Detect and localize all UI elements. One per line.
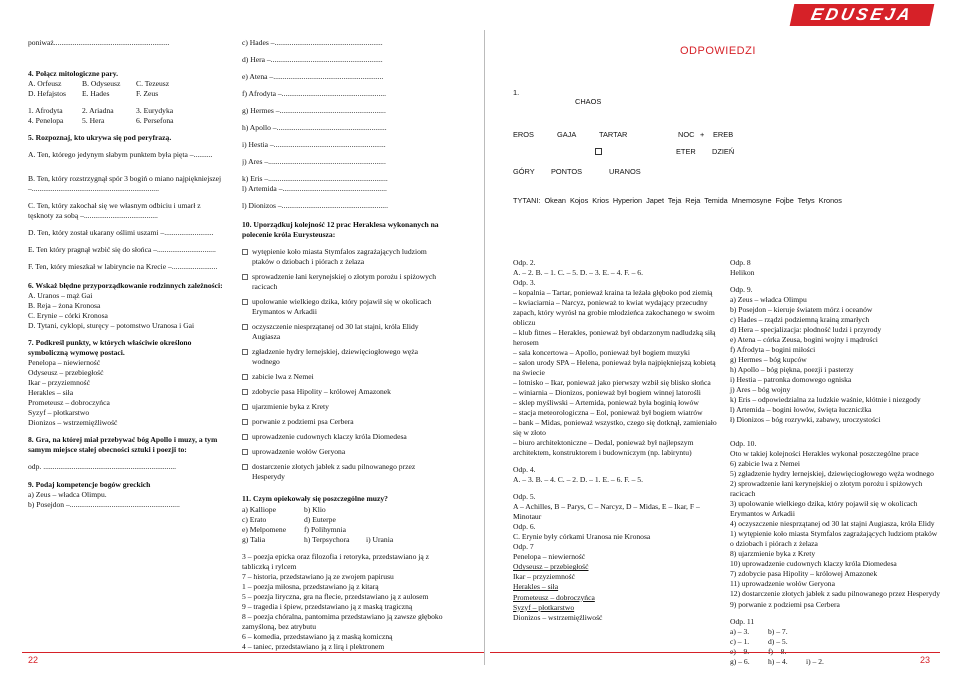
answer-9-item: d) Hera – specjalizacja: płodność ludzi i przyrody <box>730 325 882 335</box>
answer-5-head: Odp. 5. <box>513 492 536 502</box>
question-5-item-c: C. Ten, który zakochał się we własnym odbiciu i umarł z tęsknoty za sobą –....................................... <box>28 201 201 221</box>
partner-6: 6. Persefona <box>136 116 174 126</box>
tree-eros: EROS <box>513 130 534 139</box>
answers-title: ODPOWIEDZI <box>680 45 756 57</box>
question-7-item: Herakles – siła <box>28 388 74 398</box>
tree-gory: GÓRY <box>513 167 535 176</box>
muse-row: c) Erato d) Euterpe <box>242 514 336 524</box>
answer-3-item: – sala koncertowa – Apollo, ponieważ był bogiem muzyki <box>513 348 690 358</box>
tree-number: 1. <box>513 88 520 97</box>
answer-10-item: 8) ujarzmienie byka z Krety <box>730 549 816 559</box>
footer-rule-right <box>490 652 940 653</box>
top-bar <box>0 0 960 30</box>
answer-3-head: Odp. 3. <box>513 278 536 288</box>
answer-3-item: – stacja meteorologiczna – Eol, ponieważ był bogiem wiatrów <box>513 408 703 418</box>
god-line-hestia: i) Hestia –........................................................... <box>242 140 386 150</box>
labour-checkbox-item[interactable]: dostarczenie złotych jabłek z sadu pilnowanego przez Hesperydy <box>242 462 452 482</box>
answer-3-item: – biuro architektoniczne – Dedal, ponieważ był najlepszym architektem, konstruktorem i budowniczym (np. labiryntu) <box>513 438 694 458</box>
answer-3-item: – kwiaciarnia – Narcyz, ponieważ to kwiat wydający przecudny zapach, który wyrósł na grobie młodzieńca zakochanego w swoim obliczu <box>513 298 715 328</box>
god-b: B. Odyseusz <box>82 79 121 89</box>
checkbox-box[interactable] <box>242 464 248 470</box>
page-divider <box>484 30 485 665</box>
answer-8-head: Odp. 8 <box>730 258 751 267</box>
labour-checkbox-item[interactable]: oczyszczenie niesprzątanej od 30 lat stajni, króla Elidy Augiasza <box>242 322 452 342</box>
answer-3-item: – bank – Midas, ponieważ wszystko, czego się dotknął, zamieniało się w złoto <box>513 418 717 438</box>
answer-6-head: Odp. 6. <box>513 522 536 532</box>
answer-10-item: 12) dostarczenie złotych jabłek z sadu pilnowanego przez Hesperydy <box>730 589 941 599</box>
question-5-item-f: F. Ten, który mieszkał w labiryncie na Krecie –........................ <box>28 262 218 272</box>
muse-row: e) Melpomene f) Polihymnia <box>242 524 346 534</box>
partner-3: 3. Eurydyka <box>136 106 174 116</box>
muse-row: a) Kalliope b) Klio <box>242 504 326 514</box>
partner-4: 4. Penelopa <box>28 116 64 126</box>
god-line-afrodyta: f) Afrodyta –....................................................... <box>242 89 387 99</box>
question-6-title: 6. Wskaż błędne przyporządkowanie rodzinnych zależności: <box>28 281 223 291</box>
column-questions-1 <box>28 38 228 510</box>
partner-2: 2. Ariadna <box>82 106 114 116</box>
muse-domain-item: 9 – tragedia i śpiew, przedstawiano ją z maską tragiczną <box>242 601 413 611</box>
answer-6: C. Erynie były córkami Uranosa nie Kronosa <box>513 532 651 542</box>
answer-7-item-underlined: Herakles – siła <box>513 582 559 592</box>
answer-7-item-underlined: Syzyf – płotkarstwo <box>513 602 575 612</box>
answer-7-item: Ikar – przyziemność <box>513 572 575 582</box>
checkbox-box[interactable] <box>242 249 248 255</box>
answer-9-item: g) Hermes – bóg kupców <box>730 355 807 365</box>
question-7-item: Penelopa – niewierność <box>28 358 101 368</box>
question-4-gods-row-2 <box>28 89 228 99</box>
tree-chaos: CHAOS <box>575 97 602 106</box>
tree-uranos: URANOS <box>609 167 641 176</box>
answer-10-head: Odp. 10. <box>730 439 757 449</box>
answer-10-item: 4) oczyszczenie niesprzątanej od 30 lat stajni Augiasza, króla Elidy <box>730 519 935 529</box>
question-7-item: Prometeusz – dobroczyńca <box>28 398 110 408</box>
question-6-item: D. Tytani, cyklopi, sturęcy – potomstwo Uranosa i Gai <box>28 321 195 331</box>
answer-9-item: e) Atena – córka Zeusa, bogini wojny i mądrości <box>730 335 878 345</box>
question-10-title: 10. Uporządkuj kolejność 12 prac Heraklesa wykonanych na polecenie króla Eurysteusza: <box>242 220 439 240</box>
column-questions-2 <box>242 38 452 652</box>
answer-7-item-underlined: Odyseusz – przebiegłość <box>513 562 589 572</box>
labour-checkbox-item[interactable]: wytępienie koło miasta Stymfalos zagrażających ludziom ptaków o dziobach i piórach z żelaza <box>242 247 452 267</box>
answer-9-item: ł) Dionizos – bóg rozrywki, zabawy, uroczystości <box>730 415 881 425</box>
god-line-eris: k) Eris –............................................................... <box>242 174 388 184</box>
checkbox-box[interactable] <box>242 374 248 380</box>
answer-10-item: 11) uprowadzenie wołów Geryona <box>730 579 835 589</box>
labour-checkbox-item[interactable]: uprowadzenie cudownych klaczy króla Diomedesa <box>242 432 452 442</box>
checkbox-box[interactable] <box>242 349 248 355</box>
question-8-title: 8. Gra, na której miał przebywać bóg Apollo i muzy, a tym samym miejsce stałej obecności sztuki i poezji to: <box>28 435 218 455</box>
checkbox-box[interactable] <box>242 404 248 410</box>
tree-gaja: GAJA <box>557 130 577 139</box>
muse-domain-item: 6 – komedia, przedstawiano ją z maską komiczną <box>242 631 393 641</box>
labour-checkbox-item[interactable]: uprowadzenie wołów Geryona <box>242 447 452 457</box>
answer-11-row: c) – 1. d) – 5. <box>730 636 788 646</box>
answer-7-head: Odp. 7 <box>513 542 534 552</box>
answer-10-item: 1) wytępienie koło miasta Stymfalos zagrażających ludziom ptaków o dziobach i piórach z żelaza <box>730 529 938 549</box>
answer-9-item: f) Afrodyta – bogini miłości <box>730 345 816 355</box>
question-11-title: 11. Czym opiekowały się poszczególne muzy? <box>242 494 388 504</box>
god-line-apollo: h) Apollo –.......................................................... <box>242 123 387 133</box>
question-6-item: C. Erynie – córki Kronosa <box>28 311 108 321</box>
god-line-ares: j) Ares –.............................................................. <box>242 157 386 167</box>
answer-10-intro: Oto w takiej kolejności Herakles wykonał poszczególne prace <box>730 449 919 459</box>
god-line-hera: d) Hera –........................................................... <box>242 55 383 65</box>
answer-4: A. – 3. B. – 4. C. – 2. D. – 1. E. – 6. F. – 5. <box>513 475 643 485</box>
page-number-left: 22 <box>28 655 39 666</box>
answer-7-item: Dionizos – wstrzemięźliwość <box>513 612 603 622</box>
question-6-item: B. Reja – żona Kronosa <box>28 301 101 311</box>
answer-7-item-underlined: Prometeusz – dobroczyńca <box>513 592 595 602</box>
column-answers-1 <box>513 258 718 623</box>
checkbox-box[interactable] <box>242 449 248 455</box>
intro-line: poniważ............................................................. <box>28 38 170 47</box>
god-e: E. Hades <box>82 89 110 99</box>
footer-rule-left <box>22 652 484 653</box>
question-8-answer-line: odp. ...................................................................... <box>28 462 177 472</box>
muse-domain-item: 5 – poezja liryczna, gra na flecie, przedstawiano ją z aulosem <box>242 591 429 601</box>
checkbox-box[interactable] <box>242 299 248 305</box>
god-line-atena: e) Atena –.......................................................... <box>242 72 384 82</box>
answer-11-row: g) – 6. h) – 4. i) – 2. <box>730 656 824 666</box>
answer-9-item: c) Hades – rządzi podziemną krainą zmarłych <box>730 315 870 325</box>
answer-5: A – Achilles, B – Parys, C – Narcyz, D – Midas, E – Ikar, F – Minotaur <box>513 502 700 522</box>
answer-11-row: a) – 3. b) – 7. <box>730 626 788 636</box>
question-9-item: a) Zeus – władca Olimpu. <box>28 489 107 499</box>
question-4-partners-row-2 <box>28 116 228 126</box>
answer-3-item: – salon urody SPA – Helena, ponieważ była najpiękniejszą kobietą na świecie <box>513 358 716 378</box>
answer-10-item: 3) upolowanie wielkiego dzika, który pojawił się w okolicach Erymantos w Arkadii <box>730 499 918 519</box>
question-5-item-d: D. Ten, który został ukarany oślimi uszami –.......................... <box>28 228 214 238</box>
question-4-partners-row-1 <box>28 106 228 116</box>
god-line-hermes: g) Hermes –........................................................ <box>242 106 386 116</box>
answer-9-item: a) Zeus – władca Olimpu <box>730 295 807 305</box>
god-f: F. Zeus <box>136 89 159 99</box>
answer-2-head: Odp. 2. <box>513 258 536 267</box>
answer-8: Helikon <box>730 268 755 278</box>
god-c: C. Tezeusz <box>136 79 170 89</box>
page-number-right: 23 <box>919 655 930 666</box>
labour-checkbox-item[interactable]: sprowadzenie łani kerynejskiej o złotym porożu i spiżowych racicach <box>242 272 452 292</box>
answer-10-item: 2) sprowadzenie łani kerynejskiej o złotym porożu i spiżowych racicach <box>730 479 923 499</box>
labour-checkbox-item[interactable]: zgładzenie hydry lernejskiej, dziewięciogłowego węża wodnego <box>242 347 452 367</box>
muse-domain-item: 1 – poezja miłosna, przedstawiano ją z kitarą <box>242 581 379 591</box>
question-7-item: Syzyf – płotkarstwo <box>28 408 90 418</box>
answer-7-item: Penelopa – niewierność <box>513 552 586 562</box>
answer-10-item: 10) uprowadzenie cudownych klaczy króla Diomedesa <box>730 559 897 569</box>
tree-pontos: PONTOS <box>551 167 583 176</box>
question-9-title: 9. Podaj kompetencje bogów greckich <box>28 479 151 489</box>
checkbox-box[interactable] <box>242 419 248 425</box>
tree-tartar: TARTAR <box>599 130 628 139</box>
question-5-item-a: A. Ten, którego jedynym słabym punktem była pięta –.......... <box>28 150 213 160</box>
answer-9-head: Odp. 9. <box>730 285 753 295</box>
tree-marriage-box-icon <box>595 148 602 155</box>
answer-3-item: – klub fitnes – Herakles, ponieważ był obdarzonym nadludzką siłą herosem <box>513 328 716 348</box>
question-7-title: 7. Podkreśl punkty, w których właściwie określono symboliczną wymowę postaci. <box>28 338 192 358</box>
labour-checkbox-item[interactable]: ujarzmienie byka z Krety <box>242 402 452 412</box>
column-answers-2 <box>730 258 940 667</box>
muse-domain-item: 3 – poezja epicka oraz filozofia i retoryka, przedstawiano ją z tabliczką i rylcem <box>242 551 430 571</box>
question-5-item-b: B. Ten, który rozstrzygnął spór 3 bogiń o miano najpiękniejszej –................................................................... <box>28 174 222 194</box>
muse-row: g) Talia h) Terpsychora i) Urania <box>242 534 394 544</box>
answer-10-item: 5) zgładzenie hydry lernejskiej, dziewięciogłowego węża wodnego <box>730 469 934 479</box>
answer-9-item: i) Hestia – patronka domowego ogniska <box>730 375 852 385</box>
checkbox-box[interactable] <box>242 434 248 440</box>
answer-10-item: 9) porwanie z podziemi psa Cerbera <box>730 599 840 609</box>
question-7-item: Odyseusz – przebiegłość <box>28 368 104 378</box>
question-6-item: A. Uranos – mąż Gai <box>28 291 93 301</box>
family-tree <box>513 88 940 208</box>
tree-eter: ETER <box>676 147 696 156</box>
eduseja-logo: EDUSEJA <box>790 4 935 26</box>
muse-domain-item: 4 – taniec, przedstawiano ją z lirą i plektronem <box>242 641 385 651</box>
answer-9-item: h) Apollo – bóg piękna, poezji i pasterzy <box>730 365 854 375</box>
answer-3-item: – winiarnia – Dionizos, ponieważ był bogiem winnej latorośli <box>513 388 701 398</box>
muse-domain-item: 7 – historia, przedstawiano ją ze zwojem papirusu <box>242 571 394 581</box>
answer-9-item: b) Posejdon – kieruje światem mórz i oceanów <box>730 305 873 315</box>
god-line-dionizos: l) Dionizos –........................................................ <box>242 201 388 211</box>
question-7-item: Ikar – przyziemność <box>28 378 90 388</box>
answer-9-item: k) Eris – odpowiedzialna za ludzkie waśnie, kłótnie i niezgody <box>730 395 921 405</box>
answer-11-head: Odp. 11 <box>730 616 755 626</box>
labour-checkbox-item[interactable]: zabicie lwa z Nemei <box>242 372 452 382</box>
answer-9-item: l) Artemida – bogini łowów, święta łucznicźka <box>730 405 872 415</box>
question-5-item-e: E. Ten który pragnął wzbić się do słońca –............................... <box>28 245 216 255</box>
checkbox-box[interactable] <box>242 274 248 280</box>
answer-3-item: – sklep myśliwski – Artemida, ponieważ była boginią łowów <box>513 398 699 408</box>
god-line-artemida: l) Artemida –....................................................... <box>242 184 387 194</box>
labour-checkbox-item[interactable]: zdobycie pasa Hipolity – królowej Amazonek <box>242 387 452 397</box>
god-a: A. Orfeusz <box>28 79 62 89</box>
question-5-title: 5. Rozpoznaj, kto ukrywa się pod peryfrazą. <box>28 133 172 143</box>
partner-5: 5. Hera <box>82 116 105 126</box>
god-line-hades: c) Hades –......................................................... <box>242 38 383 47</box>
question-9-item: b) Posejdon –.......................................................... <box>28 499 180 509</box>
answer-4-head: Odp. 4. <box>513 465 536 475</box>
answer-3-item: – lotnisko – Ikar, ponieważ jako pierwszy wzbił się blisko słońca <box>513 378 711 388</box>
question-4-gods-row-1 <box>28 79 228 89</box>
answer-2: A. – 2. B. – 1. C. – 5. D. – 3. E. – 4. F. – 6. <box>513 268 643 278</box>
tree-dzien: DZIEŃ <box>712 147 735 156</box>
tree-plus: + <box>700 130 705 139</box>
muse-domain-item: 8 – poezja chóralna, pantomima przedstawiano ją zawsze głęboko zamyśloną, bez atrybutu <box>242 611 443 631</box>
question-4-title: 4. Połącz mitologiczne pary. <box>28 69 119 79</box>
partner-1: 1. Afrodyta <box>28 106 63 116</box>
labour-checkbox-item[interactable]: upolowanie wielkiego dzika, który pojawił się w okolicach Erymantos w Arkadii <box>242 297 452 317</box>
labour-checkbox-item[interactable]: porwanie z podziemi psa Cerbera <box>242 417 452 427</box>
checkbox-box[interactable] <box>242 389 248 395</box>
tree-ereb: EREB <box>713 130 734 139</box>
answer-3-item: – kopalnia – Tartar, ponieważ kraina ta leżała głęboko pod ziemią <box>513 288 713 298</box>
tree-noc: NOC <box>678 130 695 139</box>
tree-titans: TYTANI: Okean Kojos Krios Hyperion Japet Teja Reja Temida Mnemosyne Fojbe Tetys Kronos <box>513 196 842 205</box>
answer-10-item: 7) zdobycie pasa Hipolity – królowej Amazonek <box>730 569 878 579</box>
checkbox-box[interactable] <box>242 324 248 330</box>
question-7-item: Dionizos – wstrzemięźliwość <box>28 418 118 428</box>
god-d: D. Hefajstos <box>28 89 66 99</box>
answer-9-item: j) Ares – bóg wojny <box>730 385 791 395</box>
answer-10-item: 6) zabicie lwa z Nemei <box>730 459 800 469</box>
